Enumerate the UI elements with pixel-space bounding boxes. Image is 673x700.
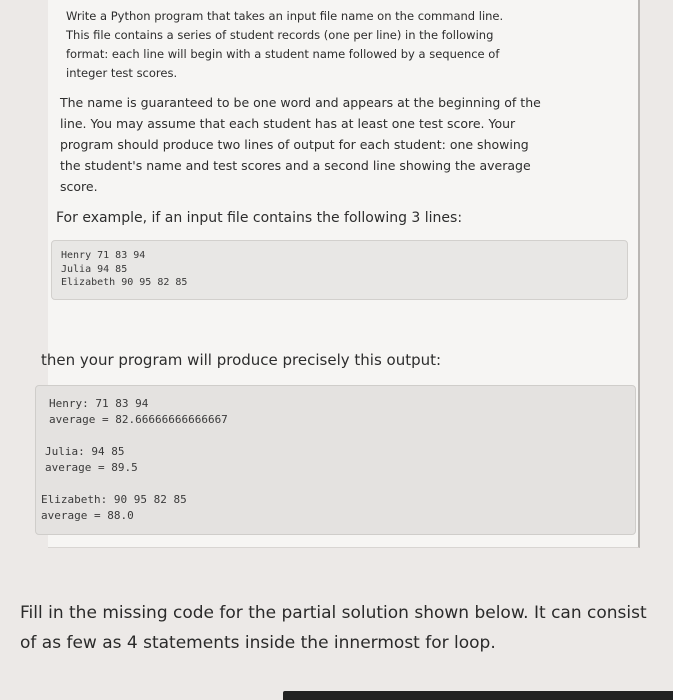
instruction-paragraph: Fill in the missing code for the partial solution shown below. It can consist of as few as 4 statements inside the innermost for loop.	[20, 603, 647, 653]
input-code-block: Henry 71 83 94 Julia 94 85 Elizabeth 90 95 82 85	[51, 240, 628, 300]
output-record-henry	[49, 396, 228, 428]
details-paragraph: The name is guaranteed to be one word and appears at the beginning of the line. You may assume that each student has at least one test score. Your program should produce two lines of output for each student: one showing the student's name and test scores and a second line showing the average score.	[60, 95, 541, 194]
output-code-block	[35, 385, 636, 535]
output-line: Henry: 71 83 94	[49, 397, 149, 410]
output-line: average = 82.66666666666667	[49, 413, 228, 426]
output-line: Julia: 94 85	[45, 445, 125, 458]
output-intro: then your program will produce precisely this output:	[41, 351, 442, 369]
output-line: average = 88.0	[41, 509, 134, 522]
output-line: average = 89.5	[45, 461, 138, 474]
output-record-julia	[45, 444, 138, 476]
example-intro: For example, if an input file contains the following 3 lines:	[56, 210, 463, 226]
output-record-elizabeth	[41, 492, 187, 524]
intro-paragraph: Write a Python program that takes an input file name on the command line. This file contains a series of student records (one per line) in the following format: each line will begin with a student name followed by a sequence of integer test scores.	[66, 9, 504, 80]
dark-bar	[283, 691, 673, 700]
output-line: Elizabeth: 90 95 82 85	[41, 493, 187, 506]
